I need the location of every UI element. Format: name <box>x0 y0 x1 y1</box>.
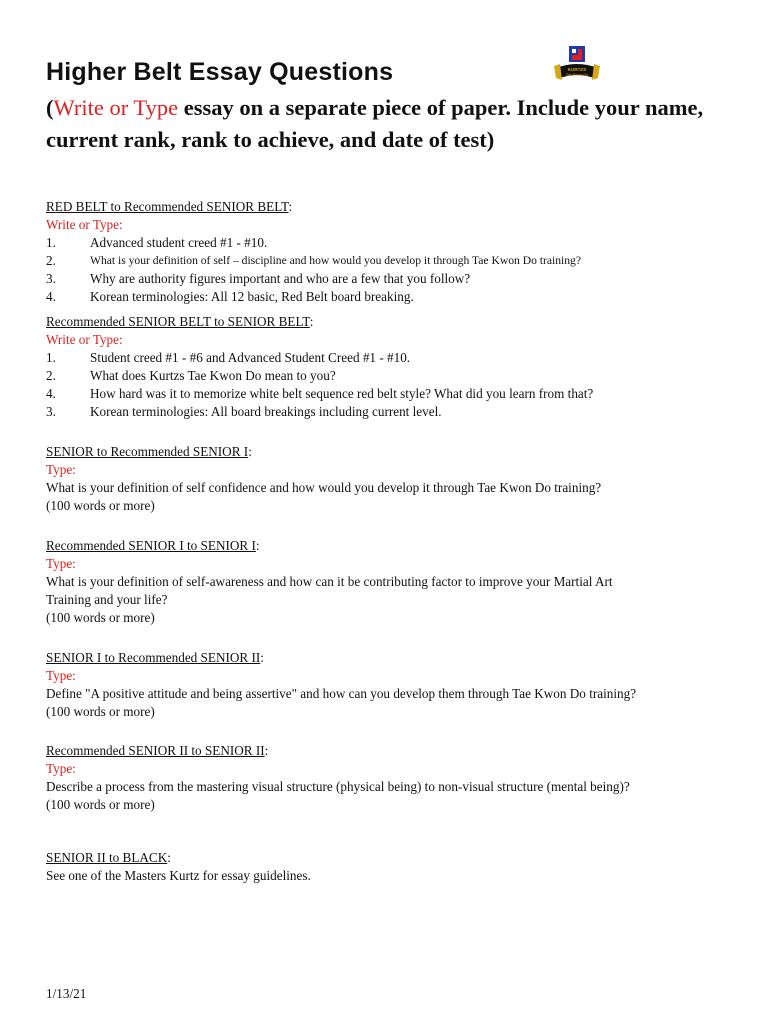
section-heading-text: Recommended SENIOR II to SENIOR II <box>46 743 265 758</box>
section-type-label: Type: <box>46 556 76 571</box>
item-number: 3. <box>46 404 56 419</box>
list-item <box>46 234 746 252</box>
subtitle-highlight: Write or Type <box>53 95 179 120</box>
section-type-label: Type: <box>46 761 76 776</box>
item-text: Advanced student creed #1 - #10. <box>90 235 268 250</box>
subtitle-open-paren: ( <box>46 95 54 120</box>
section-heading-colon: : <box>260 650 264 665</box>
section-text-line: (100 words or more) <box>46 704 155 719</box>
section-heading-text: Recommended SENIOR BELT to SENIOR BELT <box>46 314 310 329</box>
section-text-line: Training and your life? <box>46 592 168 607</box>
logo-text-line2: Tae Kwon Do <box>565 73 589 77</box>
item-number: 4. <box>46 386 56 401</box>
section-heading-text: SENIOR II to BLACK <box>46 850 168 865</box>
section-text-line: (100 words or more) <box>46 797 155 812</box>
list-item <box>46 252 746 270</box>
section-text-line: What is your definition of self confidence and how would you develop it through Tae Kwon Do training? <box>46 480 602 495</box>
list-item <box>46 349 746 367</box>
section-heading-colon: : <box>309 314 314 329</box>
item-text: How hard was it to memorize white belt sequence red belt style? What did you learn from that? <box>90 386 594 401</box>
item-number: 2. <box>46 253 56 268</box>
section-text-line: Describe a process from the mastering visual structure (physical being) to non-visual structure (mental being)? <box>46 779 630 794</box>
subtitle-rest: essay on a separate piece of paper. Include your name, current rank, rank to achieve, and date of test) <box>46 95 704 152</box>
list-item <box>46 288 746 306</box>
list-item <box>46 385 746 403</box>
section-heading-colon: : <box>248 444 252 459</box>
item-text: Korean terminologies: All 12 basic, Red Belt board breaking. <box>90 289 414 304</box>
item-text: What is your definition of self – discipline and how would you develop it through Tae Kwon Do training? <box>90 254 581 267</box>
section-text-line: See one of the Masters Kurtz for essay guidelines. <box>46 868 311 883</box>
item-number: 1. <box>46 235 56 250</box>
section-heading <box>46 313 746 331</box>
section-heading-colon: : <box>255 538 260 553</box>
item-number: 4. <box>46 289 56 304</box>
section-rec-senior-1-to-senior-1 <box>46 537 746 627</box>
section-type-label: Write or Type: <box>46 217 123 232</box>
section-heading <box>46 649 746 667</box>
item-text: Why are authority figures important and who are a few that you follow? <box>90 271 471 286</box>
section-text-line: (100 words or more) <box>46 610 155 625</box>
section-text-line: Define "A positive attitude and being assertive" and how can you develop them through Tae Kwon Do training? <box>46 686 637 701</box>
item-text: What does Kurtzs Tae Kwon Do mean to you? <box>90 368 336 383</box>
kurtzs-tae-kwon-do-logo <box>552 44 602 86</box>
section-text-line: (100 words or more) <box>46 498 155 513</box>
list-item <box>46 270 746 288</box>
section-heading <box>46 443 746 461</box>
item-text: Student creed #1 - #6 and Advanced Student Creed #1 - #10. <box>90 350 411 365</box>
logo-text-line1: KURTZS <box>567 67 587 72</box>
section-type-label: Type: <box>46 462 76 477</box>
section-heading <box>46 742 746 760</box>
section-rec-senior-2-to-senior-2 <box>46 742 746 814</box>
list-item <box>46 403 746 421</box>
page-subtitle <box>46 92 746 156</box>
section-heading-colon: : <box>288 199 293 214</box>
section-heading-text: RED BELT to Recommended SENIOR BELT <box>46 199 289 214</box>
section-heading-text: SENIOR to Recommended SENIOR I <box>46 444 249 459</box>
footer-date: 1/13/21 <box>46 986 87 1001</box>
section-heading <box>46 849 746 867</box>
section-heading-colon: : <box>264 743 269 758</box>
section-heading-text: SENIOR I to Recommended SENIOR II <box>46 650 261 665</box>
item-number: 2. <box>46 368 56 383</box>
item-text: Korean terminologies: All board breakings including current level. <box>90 404 442 419</box>
section-senior-1-to-rec-senior-2 <box>46 649 746 721</box>
item-number: 1. <box>46 350 56 365</box>
section-heading <box>46 198 746 216</box>
section-senior-to-rec-senior-1 <box>46 443 746 515</box>
section-heading-colon: : <box>167 850 171 865</box>
section-heading-text: Recommended SENIOR I to SENIOR I <box>46 538 256 553</box>
section-rec-senior-to-senior <box>46 313 746 421</box>
section-type-label: Type: <box>46 668 76 683</box>
item-number: 3. <box>46 271 56 286</box>
section-senior-2-to-black <box>46 849 746 885</box>
section-red-to-rec-senior <box>46 198 746 306</box>
list-item <box>46 367 746 385</box>
section-heading <box>46 537 746 555</box>
page-title: Higher Belt Essay Questions <box>46 58 394 86</box>
section-type-label: Write or Type: <box>46 332 123 347</box>
section-text-line: What is your definition of self-awareness and how can it be contributing factor to improve your Martial Art <box>46 574 613 589</box>
